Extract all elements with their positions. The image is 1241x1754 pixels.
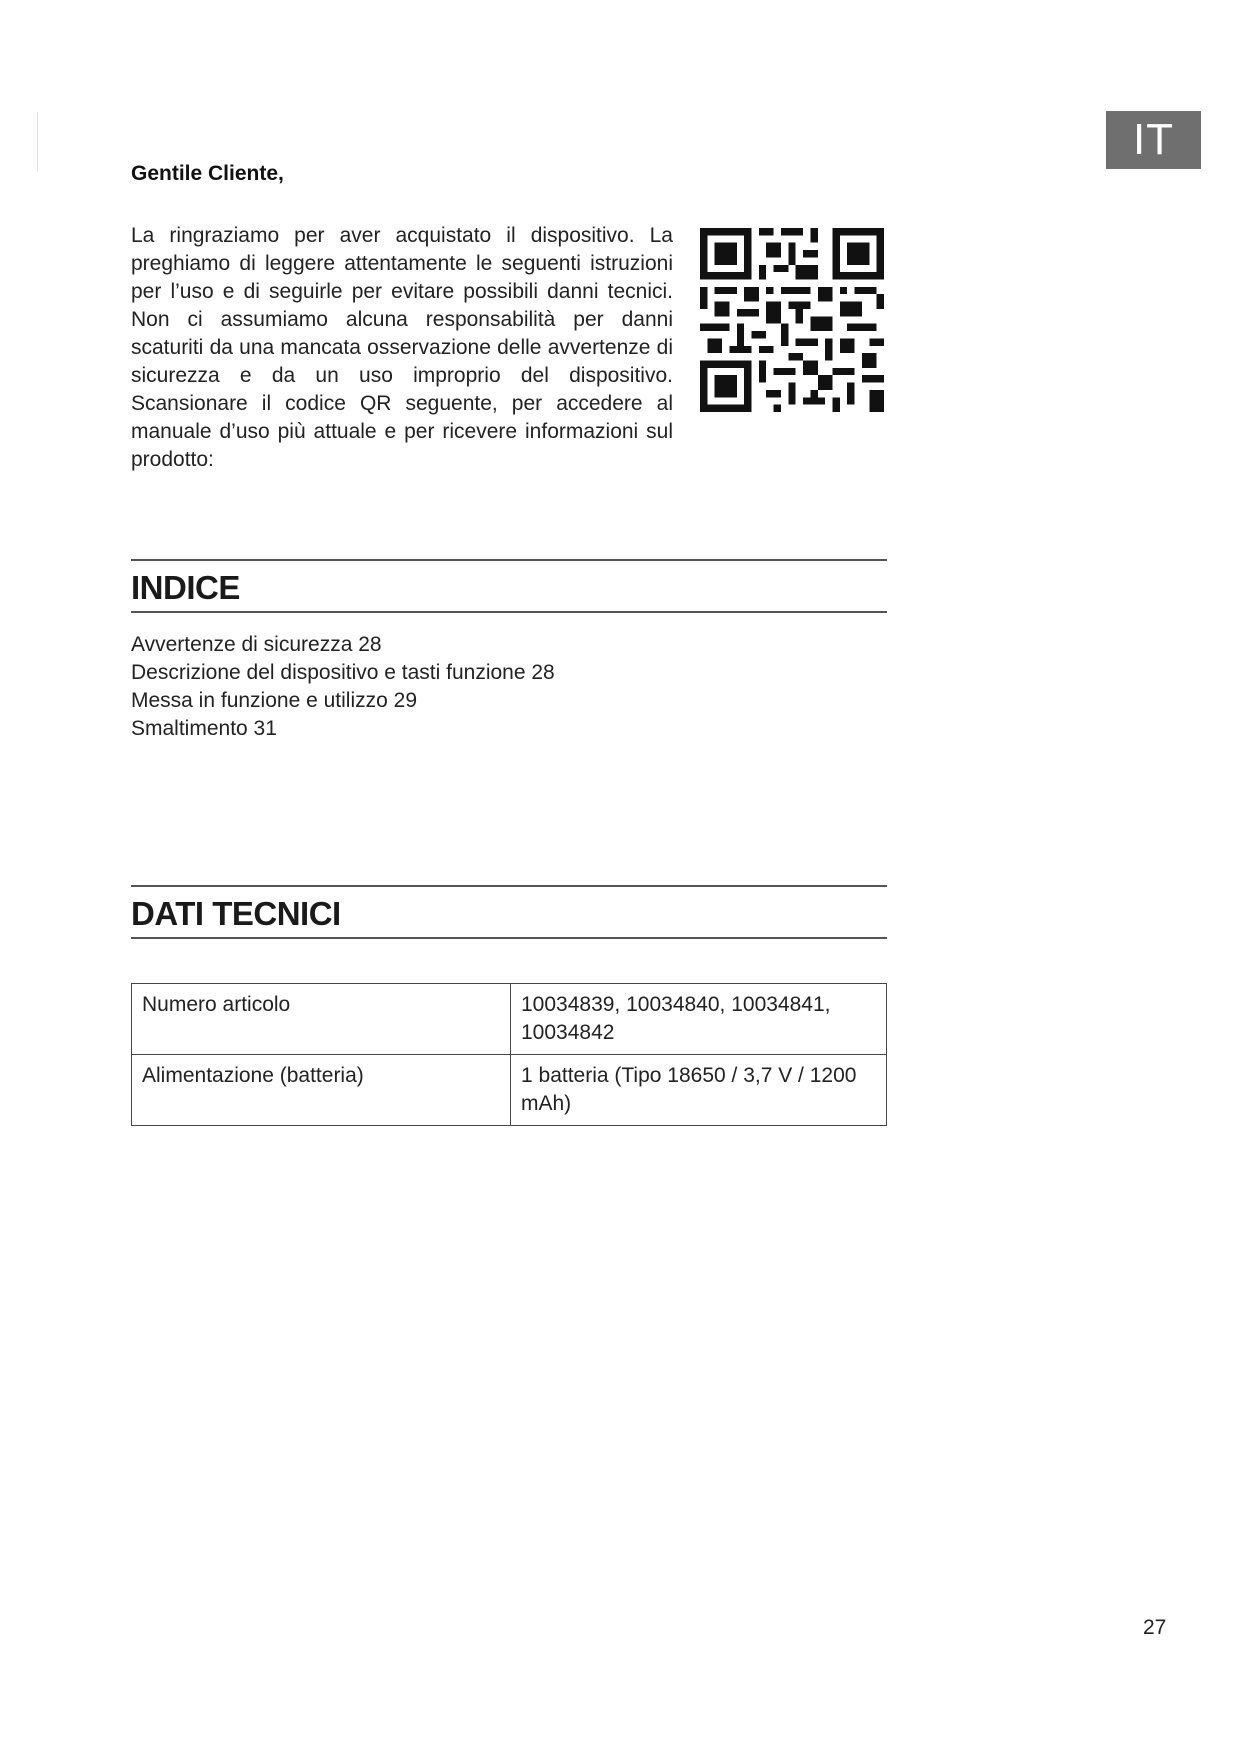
page-number: 27 — [1143, 1616, 1167, 1639]
index-item: Smaltimento 31 — [131, 717, 277, 740]
index-item: Messa in funzione e utilizzo 29 — [131, 689, 417, 712]
spec-value: 10034839, 10034840, 10034841, 10034842 — [511, 984, 887, 1055]
qr-code-icon — [700, 228, 884, 412]
margin-line — [37, 112, 38, 172]
greeting: Gentile Cliente, — [131, 162, 284, 185]
technical-data-bottom-rule — [131, 937, 887, 939]
intro-paragraph: La ringraziamo per aver acquistato il dispositivo. La preghiamo di leggere attentamente le seguenti istruzioni per l’uso e di seguirle per evitare possibili danni tecnici. Non ci assumiamo alcuna responsabilità per danni scaturiti da una mancata osservazione delle avvertenze di sicurezza e da un uso improprio del dispositivo. Scansionare il codice QR seguente, per accedere al manuale d’uso più attuale e per ricevere informazioni sul prodotto: — [131, 224, 673, 471]
technical-data-table — [131, 983, 887, 1126]
spec-label: Numero articolo — [132, 984, 511, 1055]
table-row — [132, 984, 887, 1055]
index-top-rule — [131, 559, 887, 561]
spec-value: 1 batteria (Tipo 18650 / 3,7 V / 1200 mAh) — [511, 1055, 887, 1126]
index-list — [131, 631, 555, 743]
language-tab: IT — [1106, 111, 1201, 169]
index-item: Avvertenze di sicurezza 28 — [131, 633, 382, 656]
index-title: INDICE — [131, 569, 240, 606]
technical-data-title: DATI TECNICI — [131, 895, 341, 932]
technical-data-top-rule — [131, 885, 887, 887]
index-item: Descrizione del dispositivo e tasti funzione 28 — [131, 661, 555, 684]
index-bottom-rule — [131, 611, 887, 613]
table-row — [132, 1055, 887, 1126]
spec-label: Alimentazione (batteria) — [132, 1055, 511, 1126]
